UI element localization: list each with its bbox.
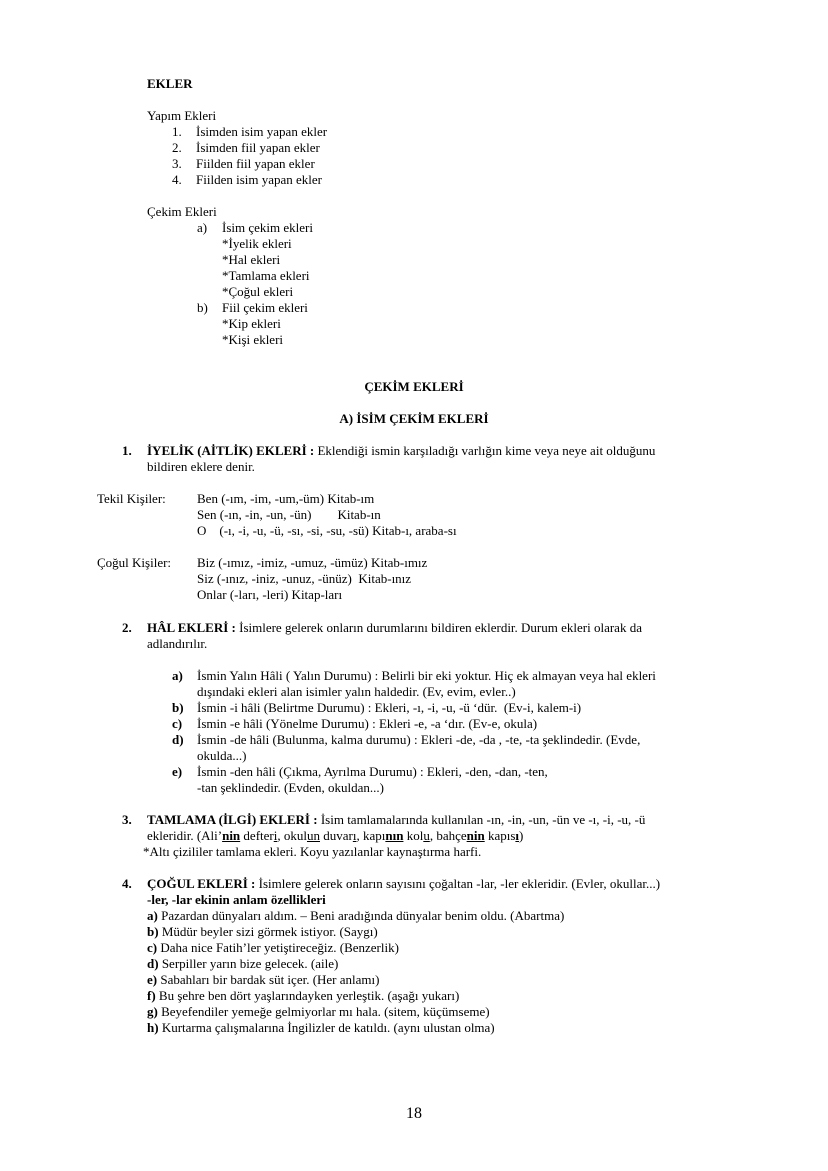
tamlama-examples: ekleridir. (Ali’nin defteri, okulun duvarı, kapının kolu, bahçenin kapısı) bbox=[147, 828, 524, 843]
list-subitem: *Kişi ekleri bbox=[222, 332, 284, 347]
paragraph-line: HÂL EKLERİ : İsimlere gelerek onların durumlarını bildiren eklerdir. Durum ekleri olarak da bbox=[147, 620, 642, 635]
paragraph-line: adlandırılır. bbox=[147, 636, 208, 651]
item-number: 1. bbox=[122, 443, 132, 458]
list-item: -tan şeklindedir. (Evden, okuldan...) bbox=[197, 780, 385, 795]
list-item: d) Serpiller yarın bize gelecek. (aile) bbox=[147, 956, 339, 971]
list-item: Fiil çekim ekleri bbox=[222, 300, 308, 315]
cekim-heading: Çekim Ekleri bbox=[147, 204, 217, 219]
list-item: İsmin -i hâli (Belirtme Durumu) : Ekleri, -ı, -i, -u, -ü ‘dür. (Ev-i, kalem-i) bbox=[197, 700, 582, 715]
suffix-line: Onlar (-ları, -leri) Kitap-ları bbox=[197, 587, 343, 602]
paragraph-line: bildiren eklere denir. bbox=[147, 459, 255, 474]
list-item: İsmin Yalın Hâli ( Yalın Durumu) : Belirli bir eki yoktur. Hiç ek almayan veya hal ekleri bbox=[197, 668, 656, 683]
list-label: a) bbox=[197, 220, 208, 235]
list-item-num: 2. bbox=[172, 140, 182, 155]
list-subitem: *İyelik ekleri bbox=[222, 236, 292, 251]
tekil-label: Tekil Kişiler: bbox=[97, 491, 166, 506]
list-item: İsmin -e hâli (Yönelme Durumu) : Ekleri -e, -a ‘dır. (Ev-e, okula) bbox=[197, 716, 538, 731]
list-item: b) Müdür beyler sizi görmek istiyor. (Saygı) bbox=[147, 924, 378, 939]
paragraph-line: ÇOĞUL EKLERİ : İsimlere gelerek onların sayısını çoğaltan -lar, -ler ekleridir. (Evler, okullar...) bbox=[147, 876, 661, 891]
list-label: d) bbox=[172, 732, 184, 747]
list-item: Fiilden isim yapan ekler bbox=[196, 172, 323, 187]
list-item: h) Kurtarma çalışmalarına İngilizler de katıldı. (aynı ulustan olma) bbox=[147, 1020, 495, 1035]
list-item: g) Beyefendiler yemeğe gelmiyorlar mı hala. (sitem, küçümseme) bbox=[147, 1004, 490, 1019]
list-item: Fiilden fiil yapan ekler bbox=[196, 156, 315, 171]
list-item: e) Sabahları bir bardak süt içer. (Her anlamı) bbox=[147, 972, 380, 987]
list-item-num: 1. bbox=[172, 124, 182, 139]
doc-title: EKLER bbox=[147, 76, 193, 91]
list-item: İsmin -den hâli (Çıkma, Ayrılma Durumu) : Ekleri, -den, -dan, -ten, bbox=[197, 764, 548, 779]
item-heading: ÇOĞUL EKLERİ : bbox=[147, 876, 256, 891]
yapim-heading: Yapım Ekleri bbox=[147, 108, 217, 123]
section-title: ÇEKİM EKLERİ bbox=[364, 379, 464, 394]
list-item: İsimden fiil yapan ekler bbox=[196, 140, 320, 155]
list-item: f) Bu şehre ben dört yaşlarındayken yerleştik. (aşağı yukarı) bbox=[147, 988, 460, 1003]
item-heading: HÂL EKLERİ : bbox=[147, 620, 236, 635]
list-item: a) Pazardan dünyaları aldım. – Beni aradığında dünyalar benim oldu. (Abartma) bbox=[147, 908, 565, 923]
list-item: okulda...) bbox=[197, 748, 247, 763]
list-item-num: 3. bbox=[172, 156, 182, 171]
list-item: c) Daha nice Fatih’ler yetiştireceğiz. (Benzerlik) bbox=[147, 940, 399, 955]
list-item: İsimden isim yapan ekler bbox=[196, 124, 328, 139]
suffix-line: O (-ı, -i, -u, -ü, -sı, -si, -su, -sü) Kitab-ı, araba-sı bbox=[197, 523, 457, 538]
list-label: c) bbox=[172, 716, 183, 731]
list-label: b) bbox=[197, 300, 208, 315]
paragraph-line: İYELİK (AİTLİK) EKLERİ : Eklendiği ismin karşıladığı varlığın kime veya neye ait olduğunu bbox=[147, 443, 656, 458]
list-subitem: *Çoğul ekleri bbox=[222, 284, 294, 299]
list-item-num: 4. bbox=[172, 172, 182, 187]
item-number: 3. bbox=[122, 812, 132, 827]
list-item: dışındaki ekleri alan isimler yalın haldedir. (Ev, evim, evler..) bbox=[197, 684, 516, 699]
cogul-label: Çoğul Kişiler: bbox=[97, 555, 172, 570]
list-label: e) bbox=[172, 764, 183, 779]
item-heading: İYELİK (AİTLİK) EKLERİ : bbox=[147, 443, 315, 458]
list-label: b) bbox=[172, 700, 184, 715]
suffix-line: Biz (-ımız, -imiz, -umuz, -ümüz) Kitab-ımız bbox=[197, 555, 428, 570]
list-subitem: *Kip ekleri bbox=[222, 316, 281, 331]
suffix-line: Siz (-ınız, -iniz, -unuz, -ünüz) Kitab-ınız bbox=[197, 571, 412, 586]
subsection-title: A) İSİM ÇEKİM EKLERİ bbox=[339, 411, 489, 426]
page-number: 18 bbox=[406, 1105, 422, 1122]
suffix-line: Ben (-ım, -im, -um,-üm) Kitab-ım bbox=[197, 491, 375, 506]
list-subitem: *Hal ekleri bbox=[222, 252, 281, 267]
list-subitem: *Tamlama ekleri bbox=[222, 268, 310, 283]
item-heading: TAMLAMA (İLGİ) EKLERİ : bbox=[147, 812, 318, 827]
paragraph-line: TAMLAMA (İLGİ) EKLERİ : İsim tamlamalarında kullanılan -ın, -in, -un, -ün ve -ı, -i, -u, -ü bbox=[147, 812, 646, 827]
list-item: İsmin -de hâli (Bulunma, kalma durumu) : Ekleri -de, -da , -te, -ta şeklindedir. (Evde, bbox=[197, 732, 641, 747]
list-label: a) bbox=[172, 668, 183, 683]
suffix-line: Sen (-ın, -in, -un, -ün) Kitab-ın bbox=[197, 507, 381, 522]
cogul-subheading: -ler, -lar ekinin anlam özellikleri bbox=[147, 892, 326, 907]
item-number: 4. bbox=[122, 876, 132, 891]
tamlama-note: *Altı çizililer tamlama ekleri. Koyu yazılanlar kaynaştırma harfi. bbox=[143, 844, 482, 859]
list-item: İsim çekim ekleri bbox=[222, 220, 313, 235]
item-number: 2. bbox=[122, 620, 132, 635]
